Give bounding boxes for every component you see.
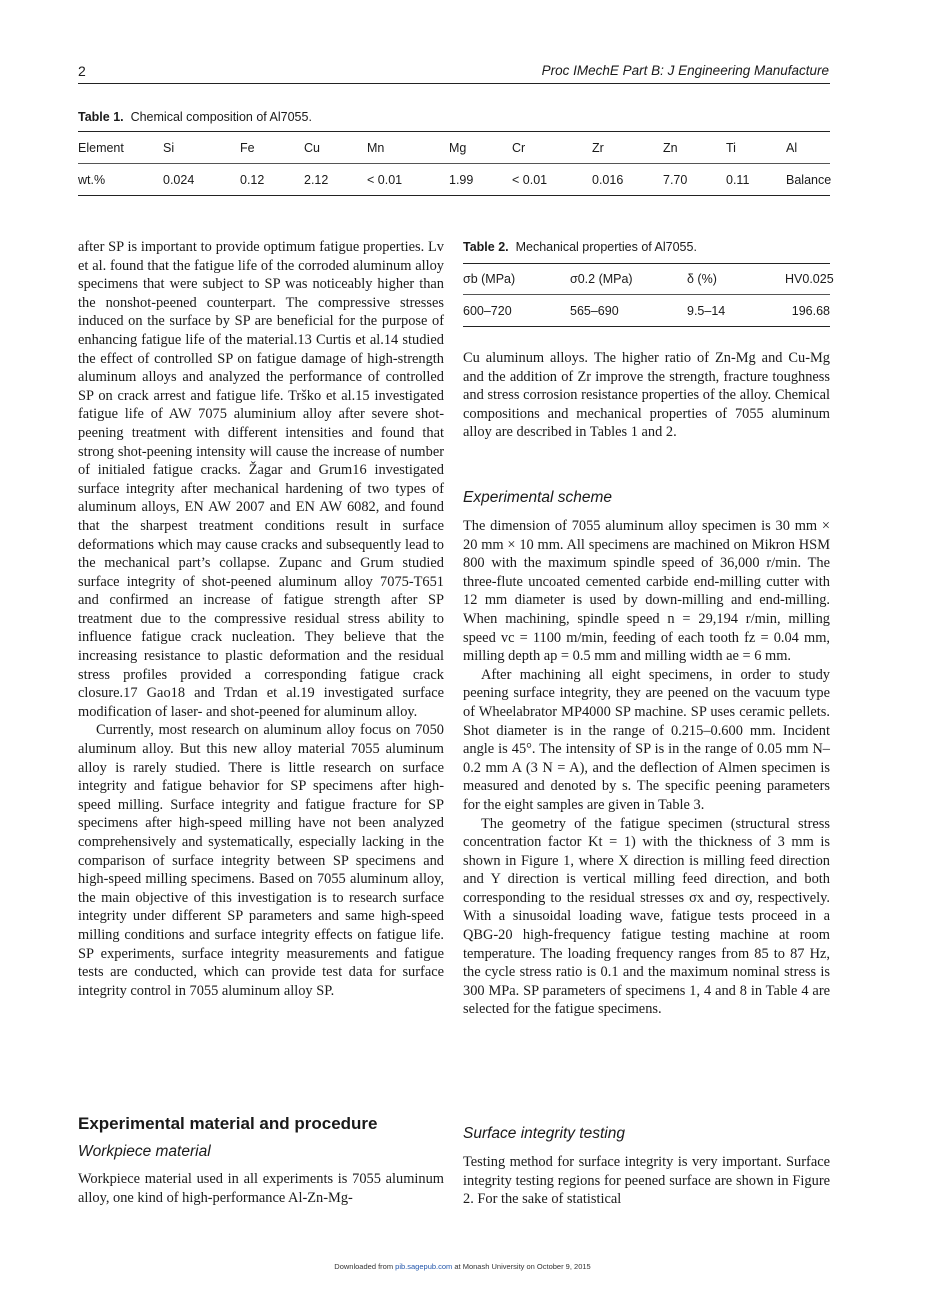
surface-paragraph: Testing method for surface integrity is very important. Surface integrity testing regions for peened surface are shown in Figure 2. For the sake of statistical (463, 1154, 830, 1208)
table2-cell: 565–690 (570, 303, 619, 318)
right-intro-paragraph: Cu aluminum alloys. The higher ratio of Zn-Mg and Cu-Mg and the addition of Zr improve the strength, fracture toughness and stress corrosion resistance properties of the alloy. Chemical compositions and mechanical properties of 7055 aluminum alloy are described in Tables 1 and 2. (463, 350, 830, 441)
table1-caption-text: Chemical composition of Al7055. (130, 110, 312, 124)
table2-label: Table 2. (463, 240, 509, 254)
table1-header-cell: Si (163, 140, 175, 155)
page-number: 2 (78, 63, 86, 79)
table2-header-row (463, 264, 834, 294)
table2-header-cell: σb (MPa) (463, 272, 516, 286)
table1-cell: 1.99 (449, 172, 474, 187)
footer-prefix: Downloaded from (334, 1262, 396, 1271)
left-column-text (78, 238, 444, 1000)
table1-cell: 2.12 (304, 172, 329, 187)
left-paragraph-2: Currently, most research on aluminum alloy focus on 7050 aluminum alloy. But this new alloy material 7055 aluminum alloy is rarely studied. There is little research on surface integrity and fatigue behavior for SP specimens after high-speed milling. Surface integrity and fatigue fracture for SP specimens after high-speed milling have not been analyzed comprehensively and systematically, especially lacking in the comparison of surface integrity between SP specimens and high-speed milling specimens. Based on 7055 aluminum alloy, the main objective of this investigation is to research surface integrity under different SP parameters and same high-speed milling conditions and surface integrity effects on fatigue life. SP experiments, surface integrity measurements and fatigue tests are conducted, which can provide test data for surface integrity control in 7055 aluminum alloy SP. (78, 722, 444, 999)
table1 (78, 131, 830, 196)
header-divider (78, 83, 830, 84)
subsection-heading-workpiece: Workpiece material (78, 1143, 211, 1160)
table1-bottom-rule (78, 195, 830, 196)
table1-header-cell: Ti (726, 140, 736, 155)
table1-header-row (78, 132, 830, 163)
table1-caption (78, 110, 312, 124)
journal-title: Proc IMechE Part B: J Engineering Manufacture (541, 63, 829, 78)
table2-cell: 600–720 (463, 303, 512, 318)
section-heading: Experimental material and procedure (78, 1114, 378, 1133)
table1-data-row (78, 164, 830, 195)
table1-label: Table 1. (78, 110, 124, 124)
table1-cell: 0.11 (726, 172, 750, 187)
surface-text (463, 1153, 830, 1209)
table1-cell: < 0.01 (367, 172, 403, 187)
table1-cell: 0.12 (240, 172, 265, 187)
table1-cell: Balance (786, 172, 832, 187)
table2-caption (463, 240, 697, 254)
footer-suffix: at Monash University on October 9, 2015 (452, 1262, 591, 1271)
table1-cell: 0.016 (592, 172, 624, 187)
table1-header-cell: Zr (592, 140, 604, 155)
table1-header-cell: Mn (367, 140, 385, 155)
table1-cell: < 0.01 (512, 172, 548, 187)
table2-header-cell: δ (%) (687, 272, 717, 286)
subsection-heading-scheme: Experimental scheme (463, 489, 613, 506)
table1-header-cell: Fe (240, 140, 255, 155)
table2 (463, 263, 834, 327)
download-footer (0, 1262, 925, 1271)
table2-bottom-rule (463, 326, 830, 327)
table1-header-cell: Element (78, 140, 124, 155)
table1-header-cell: Mg (449, 140, 467, 155)
table2-cell: 196.68 (791, 303, 830, 318)
table1-cell: 7.70 (663, 172, 688, 187)
workpiece-text (78, 1170, 444, 1207)
table2-header-cell: HV0.025 (785, 272, 834, 286)
subsection-heading-surface: Surface integrity testing (463, 1125, 625, 1142)
scheme-paragraph-1: The dimension of 7055 aluminum alloy specimen is 30 mm × 20 mm × 10 mm. All specimens are machined on Mikron HSM 800 with the maximum spindle speed of 36,000 r/min. The three-flute uncoated cemented carbide end-milling cutter with 12 mm diameter is used by down-milling and end-milling. When machining, spindle speed n = 29,194 r/min, milling speed vc = 1100 m/min, feeding of each tooth fz = 0.04 mm, milling depth ap = 0.5 mm and milling width ae = 6 mm. (463, 518, 830, 665)
table1-header-cell: Cu (304, 140, 320, 155)
table1-header-cell: Zn (663, 140, 678, 155)
table1-cell: 0.024 (163, 172, 195, 187)
right-column-intro (463, 349, 830, 442)
workpiece-paragraph: Workpiece material used in all experiments is 7055 aluminum alloy, one kind of high-performance Al-Zn-Mg- (78, 1171, 444, 1206)
footer-link[interactable]: pib.sagepub.com (395, 1262, 453, 1271)
table2-header-cell: σ0.2 (MPa) (570, 272, 633, 286)
table1-cell: wt.% (78, 172, 106, 187)
left-paragraph-1: after SP is important to provide optimum fatigue properties. Lv et al. found that the fatigue life of the corroded aluminum alloy specimens that were subject to SP was noticeably higher than the nonshot-peened counterpart. The compressive stresses induced on the surface by SP are beneficial for the purpose of enhancing fatigue life of the material.13 Curtis et al.14 studied the effect of controlled SP on fatigue damage of high-strength aluminum alloys and analyzed the performance of controlled SP on crack arrest and fatigue life. Trško et al.15 investigated fatigue life of AW 7075 aluminium alloy after severe shot-peening treatment with different intensities and found that strong shot-peening intensity will cause the increase of number of initialed fatigue cracks. Žagar and Grum16 investigated surface integrity after mechanical hardening of two types of aluminum alloys, EN AW 2007 and EN AW 6082, and found that the sharpest treatment conditions result in surface deformations which may cause cracks and subsequently lead to the mechanical part’s collapse. Zupanc and Grum studied surface integrity of shot-peened aluminum alloy 7075-T651 and confirmed an increase of fatigue strength after SP treatment due to the compressive residual stress ability to influence fatigue crack nucleation. They believe that the increasing resistance to plastic deformation and the residual stress profiles provided a corresponding fatigue crack closure.17 Gao18 and Trdan et al.19 investigated surface modification of laser- and shot-peened for aluminum alloy. (78, 239, 444, 720)
table1-header-cell: Al (786, 140, 798, 155)
table1-header-cell: Cr (512, 140, 526, 155)
table2-data-row (463, 295, 830, 326)
scheme-text (463, 517, 830, 1019)
scheme-paragraph-2: After machining all eight specimens, in order to study peening surface integrity, they are peened on the vacuum type of Wheelabrator MP4000 SP machine. SP uses ceramic pellets. Shot diameter is in the range of 0.215–0.600 mm. Incident angle is 45°. The intensity of SP is in the range of 0.05 mm N–0.2 mm A (3 N = A), and the deflection of Almen specimen is measured and denoted by s. The specific peening parameters for the eight samples are given in Table 3. (463, 666, 830, 813)
table2-caption-text: Mechanical properties of Al7055. (515, 240, 697, 254)
scheme-paragraph-3: The geometry of the fatigue specimen (structural stress concentration factor Kt = 1) with the thickness of 3 mm is shown in Figure 1, where X direction is milling feed direction and Y direction is vertical milling feed direction, and both corresponding to the residual stresses σx and σy, respectively. With a sinusoidal loading wave, fatigue tests proceed in a QBG-20 high-frequency fatigue testing machine at room temperature. The loading frequency ranges from 85 to 87 Hz, the cycle stress ratio is 0.1 and the maximum nominal stress is 300 MPa. SP parameters of specimens 1, 4 and 8 in Table 4 are selected for the fatigue specimens. (463, 815, 830, 1018)
table2-cell: 9.5–14 (687, 303, 726, 318)
